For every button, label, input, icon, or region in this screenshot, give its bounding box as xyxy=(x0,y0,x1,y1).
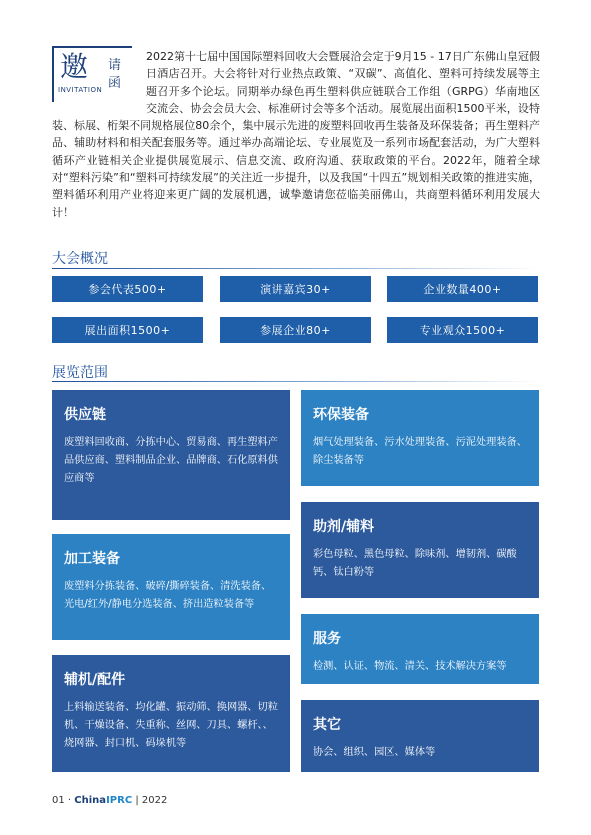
footer-dot: · xyxy=(67,795,72,806)
card-others-text: 协会、组织、园区、媒体等 xyxy=(313,747,436,758)
card-supply-chain-text: 废塑料回收商、分拣中心、贸易商、再生塑料产品供应商、塑料制品企业、品牌商、石化原料供应商等 xyxy=(64,437,278,484)
card-environmental-title: 环保装备 xyxy=(313,407,369,423)
overview-title: 大会概况 xyxy=(52,251,108,267)
page-number: 01 xyxy=(52,795,65,806)
card-processing-title: 加工装备 xyxy=(64,551,120,567)
card-services-title: 服务 xyxy=(313,631,341,647)
stat-speakers: 演讲嘉宾30+ xyxy=(220,276,371,302)
card-services xyxy=(301,614,539,684)
intro-paragraph xyxy=(52,48,540,221)
logo-small-char-2: 函 xyxy=(108,76,122,91)
brand-iprc: IPRC xyxy=(106,795,133,806)
stat-area: 展出面积1500+ xyxy=(52,317,203,343)
stat-exhibitors: 参展企业80+ xyxy=(220,317,371,343)
stat-companies: 企业数量400+ xyxy=(387,276,538,302)
card-additives xyxy=(301,502,539,598)
card-additives-title: 助剂/辅料 xyxy=(313,519,375,535)
card-environmental xyxy=(301,390,539,486)
footer-year: 2022 xyxy=(141,795,168,806)
card-supply-chain xyxy=(52,390,290,520)
logo-spacer xyxy=(52,48,146,114)
logo-small-char-1: 请 xyxy=(108,58,122,73)
footer-separator: | xyxy=(135,795,139,806)
card-services-text: 检测、认证、物流、清关、技术解决方案等 xyxy=(313,661,507,672)
brand-name xyxy=(74,795,132,806)
card-supply-chain-title: 供应链 xyxy=(64,407,106,423)
card-auxiliary-text: 上料输送装备、均化罐、振动筛、换网器、切粒机、干燥设备、失重称、丝网、刀具、螺杆、、烧网器、封口机、码垛机等 xyxy=(64,702,278,749)
card-processing-text: 废塑料分拣装备、破碎/撕碎装备、清洗装备、光电/红外/静电分选装备、挤出造粒装备等 xyxy=(64,581,272,610)
card-processing-equipment xyxy=(52,534,290,640)
card-others xyxy=(301,700,539,772)
overview-divider xyxy=(52,268,540,269)
card-environmental-text: 烟气处理装备、污水处理装备、污泥处理装备、除尘装备等 xyxy=(313,437,527,466)
card-auxiliary xyxy=(52,655,290,772)
card-others-title: 其它 xyxy=(313,717,341,733)
logo-english: INVITATION xyxy=(58,86,103,94)
scope-divider xyxy=(52,381,540,382)
stat-delegates: 参会代表500+ xyxy=(52,276,203,302)
card-auxiliary-title: 辅机/配件 xyxy=(64,672,126,688)
page-footer xyxy=(52,795,167,806)
brand-china: China xyxy=(74,795,107,806)
card-additives-text: 彩色母粒、黑色母粒、除味剂、增韧剂、碳酸钙、钛白粉等 xyxy=(313,549,517,578)
intro-text: 2022第十七届中国国际塑料回收大会暨展洽会定于9月15 - 17日广东佛山皇冠假日酒店召开。大会将针对行业热点政策、“双碳”、高值化、塑料可持续发展等主题召开多个论坛。同期举办绿色再生塑料供应链联合工作组（GRPG）华南地区交流会、协会会员大会、标准研讨会等多个活动。展览展出面积1500平米，设特装、标展、桁架不同规格展位80余个，集中展示先进的废塑料回收再生装备及环保装备；再生塑料产品、辅助材料和相关配套服务等。通过举办高端论坛、专业展览及一系列市场配套活动，为广大塑料循环产业链相关企业提供展览展示、信息交流、政府沟通、获取政策的平台。2022年，随着全球对“塑料污染”和“塑料可持续发展”的关注近一步提升，以及我国“十四五”规划相关政策的推进实施，塑料循环利用产业将迎来更广阔的发展机遇，诚挚邀请您莅临美丽佛山，共商塑料循环利用发展大计！ xyxy=(52,50,540,219)
logo-big-char: 邀 xyxy=(60,50,89,83)
stat-visitors: 专业观众1500+ xyxy=(387,317,538,343)
scope-title: 展览范围 xyxy=(52,365,108,381)
